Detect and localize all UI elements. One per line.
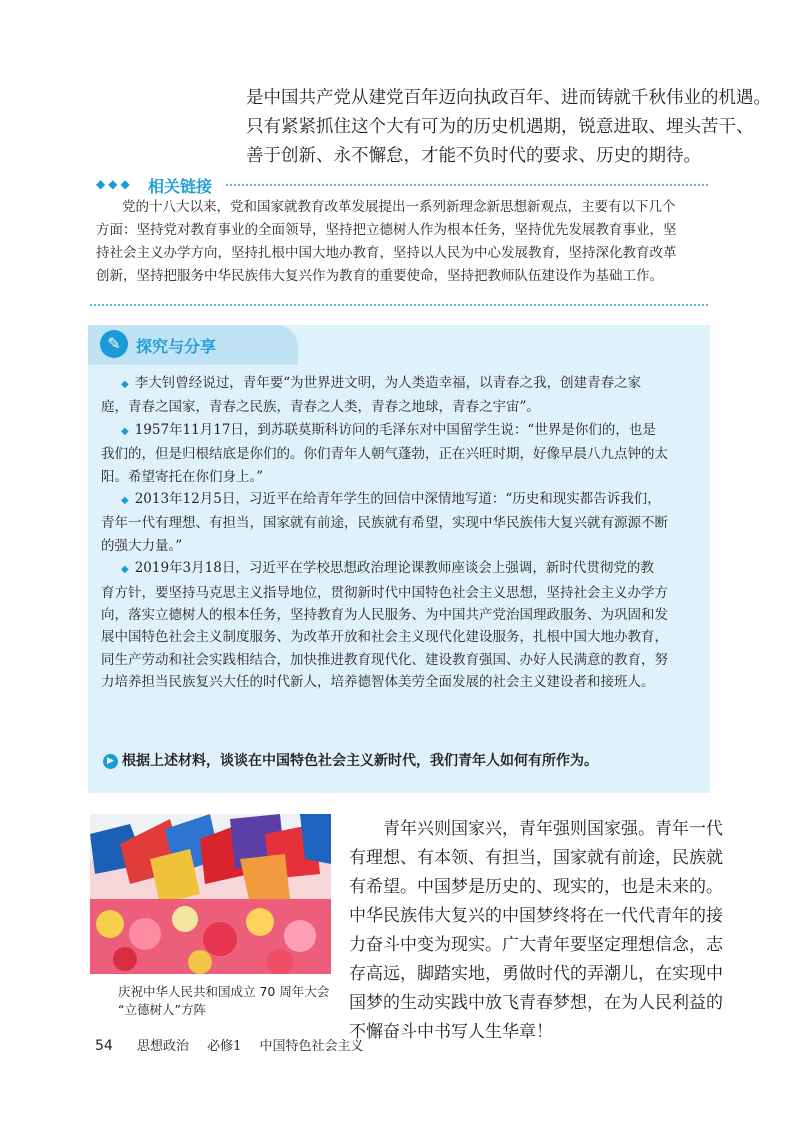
text-line: 持社会主义办学方向，坚持扎根中国大地办教育，坚持以人民为中心发展教育，坚持深化教育改革	[96, 245, 677, 261]
text-line: 的强大力量。”	[101, 537, 183, 554]
related-link-title: 相关链接	[148, 177, 213, 196]
text-line: 青年一代有理想、有担当，国家就有前途，民族就有希望，实现中华民族伟大复兴就有源源不断	[101, 515, 668, 532]
text-line: 创新，坚持把服务中华民族伟大复兴作为教育的重要使命，坚持把教师队伍建设作为基础工作。	[96, 268, 663, 284]
diamond-icon: ◆	[121, 564, 129, 576]
diamond-icon: ◆	[121, 379, 129, 390]
dotted-divider	[90, 304, 708, 306]
text-line: 存高远，脚踏实地，勇做时代的弄潮儿，在实现中	[349, 964, 723, 984]
text-line: 力奋斗中变为现实。广大青年要坚定理想信念，志	[349, 935, 723, 955]
text-line: 党的十八大以来，党和国家就教育改革发展提出一系列新理念新思想新观点，主要有以下几个	[122, 199, 676, 215]
text-line: 不懈奋斗中书写人生华章！	[349, 1022, 553, 1042]
text-line: 展中国特色社会主义制度服务、为改革开放和社会主义现代化建设服务，扎根中国大地办教育，	[101, 629, 668, 646]
text-line: 方面：坚持党对教育事业的全面领导，坚持把立德树人作为根本任务，坚持优先发展教育事业，坚	[96, 222, 677, 238]
palette-icon: ✎	[100, 330, 128, 358]
dotted-divider	[226, 184, 708, 186]
diamond-icon: ◆◆◆	[96, 177, 133, 191]
text-line: ◆ 李大钊曾经说过，青年要“为世界进文明，为人类造幸福，以青春之我，创建青春之家	[121, 375, 642, 391]
text-line: 国梦的生动实践中放飞青春梦想，在为人民利益的	[349, 993, 723, 1013]
text-line: ◆ 2019年3月18日，习近平在学校思想政治理论课教师座谈会上强调，新时代贯彻党的教	[121, 560, 654, 577]
related-link-body	[96, 196, 708, 288]
text-line: ◆ 2013年12月5日，习近平在给青年学生的回信中深情地写道：“历史和现实都告诉我们，	[121, 491, 661, 508]
text-line: 阳。希望寄托在你们身上。”	[101, 468, 264, 485]
parade-flags-image	[90, 814, 331, 974]
related-link-header	[96, 174, 708, 196]
celebration-photo	[90, 814, 331, 974]
caption-line: 庆祝中华人民共和国成立 70 周年大会	[118, 984, 330, 999]
arrow-right-icon: ▶	[103, 754, 118, 769]
diamond-icon: ◆	[121, 495, 129, 507]
discussion-prompt: ▶ 根据上述材料，谈谈在中国特色社会主义新时代，我们青年人如何有所作为。	[103, 750, 598, 770]
footer-subject: 思想政治	[136, 1039, 189, 1054]
text-line: 向，落实立德树人的根本任务，坚持教育为人民服务、为中国共产党治国理政服务、为巩固和发	[101, 607, 668, 624]
explore-share-box	[88, 325, 710, 793]
explore-share-title: 探究与分享	[136, 337, 217, 356]
text-line: ◆ 1957年11月17日，到苏联莫斯科访问的毛泽东对中国留学生说：“世界是你们的，也是	[121, 421, 656, 438]
text-line: 有理想、有本领、有担当，国家就有前途，民族就	[349, 848, 723, 868]
page-number: 54	[95, 1038, 113, 1054]
diamond-icon: ◆	[121, 425, 129, 437]
footer-volume: 必修1	[207, 1039, 242, 1054]
text-line: 中华民族伟大复兴的中国梦终将在一代代青年的接	[349, 906, 723, 926]
text-line: 有希望。中国梦是历史的、现实的，也是未来的。	[349, 877, 723, 897]
explore-share-tab	[88, 325, 298, 365]
main-paragraph	[349, 815, 723, 1047]
intro-paragraph	[246, 84, 771, 171]
text-line: 庭，青春之国家，青春之民族，青春之人类，青春之地球，青春之宇宙”。	[101, 399, 540, 416]
text-line: 是中国共产党从建党百年迈向执政百年、进而铸就千秋伟业的机遇。	[246, 88, 771, 108]
text-line: 我们的，但是归根结底是你们的。你们青年人朝气蓬勃，正在兴旺时期，好像早晨八九点钟的太	[101, 446, 668, 463]
explore-share-body	[101, 372, 697, 694]
text-line: 青年兴则国家兴，青年强则国家强。青年一代	[349, 819, 723, 839]
text-line: 同生产劳动和社会实践相结合，加快推进教育现代化、建设教育强国、办好人民满意的教育，努	[101, 651, 668, 668]
text-line: 善于创新、永不懈怠，才能不负时代的要求、历史的期待。	[246, 146, 701, 166]
text-line: 只有紧紧抓住这个大有可为的历史机遇期，锐意进取、埋头苦干、	[246, 117, 754, 137]
footer-book: 中国特色社会主义	[259, 1039, 364, 1054]
text-line: 育方针，要坚持马克思主义指导地位，贯彻新时代中国特色社会主义思想，坚持社会主义办学方	[101, 584, 668, 601]
caption-line: “立德树人”方阵	[118, 1002, 206, 1017]
text-line: 力培养担当民族复兴大任的时代新人，培养德智体美劳全面发展的社会主义建设者和接班人。	[101, 674, 655, 691]
page-footer	[95, 1035, 364, 1054]
photo-caption	[118, 983, 329, 1019]
